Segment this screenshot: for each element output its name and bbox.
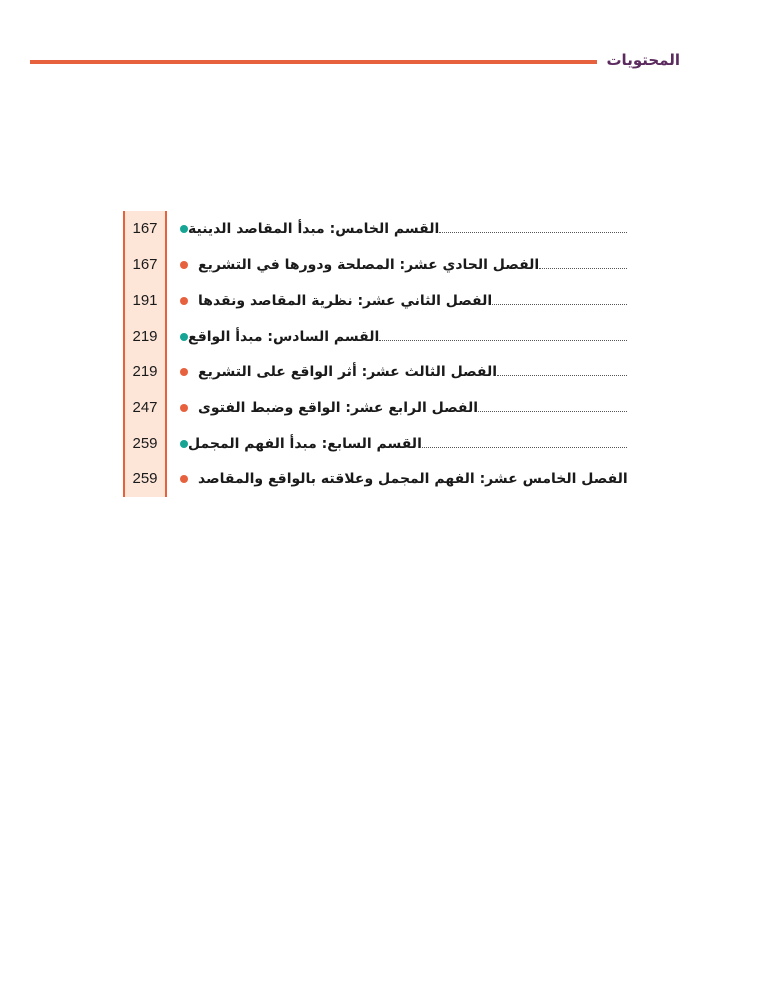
toc-entry-title-wrap	[175, 322, 633, 352]
toc-entry[interactable]	[123, 214, 633, 244]
chapter-bullet-icon	[180, 475, 188, 483]
dot-leader	[422, 446, 627, 448]
header-rule	[30, 60, 597, 64]
toc-entry[interactable]	[123, 286, 633, 316]
toc-entry[interactable]	[123, 393, 633, 423]
toc-entry-title-wrap	[175, 357, 633, 387]
dot-leader	[379, 339, 627, 341]
dot-leader	[497, 374, 627, 376]
toc-entry-title-wrap	[175, 214, 633, 244]
toc-page-number: 167	[132, 256, 158, 273]
toc-entry-title: الفصل الثالث عشر: أثر الواقع على التشريع	[198, 364, 498, 380]
toc-entry-title: القسم الخامس: مبدأ المقاصد الدينية	[188, 221, 440, 237]
dot-leader	[492, 303, 627, 305]
toc-entry-title-wrap	[175, 393, 633, 423]
toc-entry-title: القسم السادس: مبدأ الواقع	[188, 329, 380, 345]
toc-page-number: 167	[132, 220, 158, 237]
toc-entry-title-wrap	[175, 464, 633, 494]
toc-entry[interactable]	[123, 464, 633, 494]
toc-entry[interactable]	[123, 250, 633, 280]
chapter-bullet-icon	[180, 368, 188, 376]
dot-leader	[478, 410, 627, 412]
section-bullet-icon	[180, 225, 188, 233]
toc-entry-title-wrap	[175, 286, 633, 316]
chapter-bullet-icon	[180, 404, 188, 412]
chapter-bullet-icon	[180, 297, 188, 305]
toc-entry[interactable]	[123, 357, 633, 387]
page-title: المحتويات	[606, 51, 680, 69]
toc-entry-title: الفصل الثاني عشر: نظرية المقاصد ونقدها	[198, 293, 493, 309]
section-bullet-icon	[180, 440, 188, 448]
toc-page-number: 219	[132, 363, 158, 380]
chapter-bullet-icon	[180, 261, 188, 269]
toc-entry-title-wrap	[175, 429, 633, 459]
toc-entry-title: الفصل الخامس عشر: الفهم المجمل وعلاقته بالواقع والمقاصد	[198, 471, 628, 487]
toc-page-number: 259	[132, 470, 158, 487]
toc-page-number: 247	[132, 399, 158, 416]
toc-page-number: 191	[132, 292, 158, 309]
toc-entry-title: القسم السابع: مبدأ الفهم المجمل	[188, 436, 422, 452]
toc-entry-title: الفصل الرابع عشر: الواقع وضبط الفتوى	[198, 400, 479, 416]
toc-entry[interactable]	[123, 429, 633, 459]
section-bullet-icon	[180, 333, 188, 341]
toc-page-number: 219	[132, 328, 158, 345]
toc-entry-title-wrap	[175, 250, 633, 280]
dot-leader	[439, 231, 627, 233]
toc-entry[interactable]	[123, 322, 633, 352]
toc-page-number: 259	[132, 435, 158, 452]
dot-leader	[539, 267, 627, 269]
toc-entry-title: الفصل الحادي عشر: المصلحة ودورها في التشريع	[198, 257, 540, 273]
table-of-contents	[123, 211, 633, 497]
